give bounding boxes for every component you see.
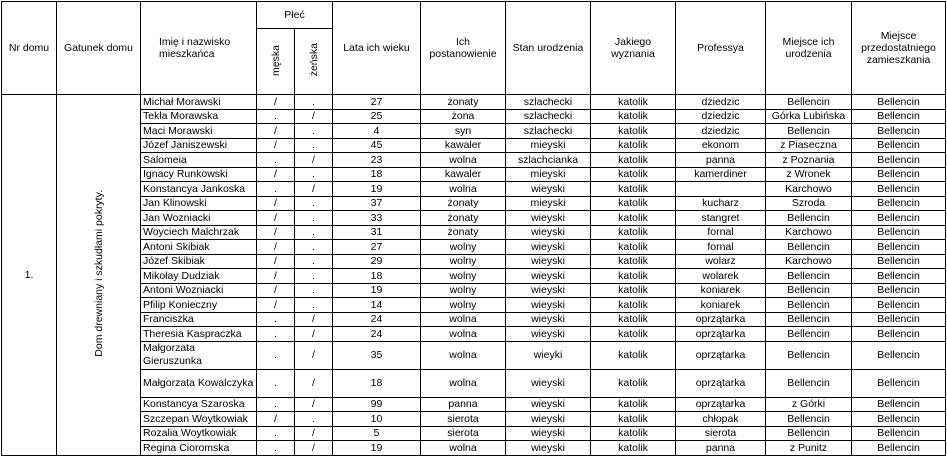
cell-postanowienie: wolny <box>421 269 506 284</box>
cell-zenska: . <box>295 124 333 139</box>
cell-zenska: / <box>295 369 333 397</box>
cell-name: Szczepan Woytkowiak <box>141 412 257 427</box>
cell-meska: / <box>257 254 295 269</box>
cell-wyznanie: katolik <box>591 283 676 298</box>
cell-miejsce-przedostatniego: Bellencin <box>852 298 946 313</box>
table-row <box>2 240 946 255</box>
cell-age: 37 <box>333 196 421 211</box>
cell-miejsce-przedostatniego: Bellencin <box>852 167 946 182</box>
cell-stan: wieyski <box>506 254 591 269</box>
cell-postanowienie: wolna <box>421 441 506 456</box>
cell-postanowienie: żonaty <box>421 95 506 110</box>
cell-name: Antoni Wozniacki <box>141 283 257 298</box>
cell-miejsce-przedostatniego: Bellencin <box>852 225 946 240</box>
table-row <box>2 441 946 456</box>
cell-name: Tekla Morawska <box>141 109 257 124</box>
cell-stan: mieyski <box>506 196 591 211</box>
cell-meska: / <box>257 95 295 110</box>
cell-meska: / <box>257 211 295 226</box>
cell-miejsce-przedostatniego: Bellencin <box>852 182 946 197</box>
cell-zenska: . <box>295 95 333 110</box>
cell-zenska: / <box>295 426 333 441</box>
cell-name: Maci Morawski <box>141 124 257 139</box>
cell-meska: / <box>257 138 295 153</box>
cell-name: Salomeia <box>141 153 257 168</box>
cell-miejsce-przedostatniego: Bellencin <box>852 240 946 255</box>
cell-age: 18 <box>333 269 421 284</box>
cell-stan: szlachecki <box>506 124 591 139</box>
cell-zenska: . <box>295 412 333 427</box>
cell-miejsce-urodzenia: Karchowo <box>766 225 852 240</box>
cell-miejsce-przedostatniego: Bellencin <box>852 138 946 153</box>
cell-zenska: . <box>295 283 333 298</box>
cell-professya: oprzątarka <box>676 397 766 412</box>
cell-postanowienie: wolny <box>421 283 506 298</box>
cell-wyznanie: katolik <box>591 269 676 284</box>
cell-wyznanie: katolik <box>591 341 676 369</box>
header-wyznanie: Jakiego wyznania <box>591 2 676 95</box>
cell-name: Małgorzata Kowalczyka <box>141 369 257 397</box>
header-lata-wieku: Lata ich wieku <box>333 2 421 95</box>
cell-zenska: . <box>295 196 333 211</box>
cell-miejsce-urodzenia: Górka Lubińska <box>766 109 852 124</box>
cell-meska: / <box>257 124 295 139</box>
cell-stan: wieyski <box>506 225 591 240</box>
house-type-cell <box>57 95 141 456</box>
cell-zenska: / <box>295 341 333 369</box>
cell-postanowienie: kawaler <box>421 167 506 182</box>
cell-miejsce-przedostatniego: Bellencin <box>852 124 946 139</box>
cell-wyznanie: katolik <box>591 298 676 313</box>
cell-wyznanie: katolik <box>591 240 676 255</box>
header-zenska-label: żeńska <box>307 43 320 77</box>
cell-meska: / <box>257 283 295 298</box>
cell-stan: wieyski <box>506 269 591 284</box>
cell-stan: wieyski <box>506 283 591 298</box>
cell-meska: / <box>257 269 295 284</box>
table-row <box>2 167 946 182</box>
table-row <box>2 397 946 412</box>
header-nr-domu: Nr domu <box>2 2 57 95</box>
cell-name: Michał Morawski <box>141 95 257 110</box>
cell-miejsce-urodzenia: z Punitz <box>766 441 852 456</box>
cell-age: 18 <box>333 369 421 397</box>
cell-name: Franciszka <box>141 312 257 327</box>
cell-wyznanie: katolik <box>591 109 676 124</box>
table-row <box>2 412 946 427</box>
cell-miejsce-przedostatniego: Bellencin <box>852 341 946 369</box>
cell-stan: szlachecki <box>506 109 591 124</box>
cell-wyznanie: katolik <box>591 426 676 441</box>
cell-meska: . <box>257 182 295 197</box>
cell-professya: wolarz <box>676 254 766 269</box>
header-miejsce-przedostatniego: Miejsce przedostatniego zamieszkania <box>852 2 946 95</box>
cell-meska: / <box>257 240 295 255</box>
cell-miejsce-urodzenia: z Górki <box>766 397 852 412</box>
cell-age: 29 <box>333 254 421 269</box>
cell-stan: wieyski <box>506 369 591 397</box>
cell-professya: koniarek <box>676 298 766 313</box>
cell-stan: wieyski <box>506 441 591 456</box>
cell-professya: kucharz <box>676 196 766 211</box>
cell-age: 18 <box>333 167 421 182</box>
cell-postanowienie: wolny <box>421 298 506 313</box>
cell-professya: koniarek <box>676 283 766 298</box>
cell-professya: dziedzic <box>676 124 766 139</box>
cell-meska: . <box>257 441 295 456</box>
cell-stan: wieyski <box>506 240 591 255</box>
table-row <box>2 182 946 197</box>
cell-meska: / <box>257 412 295 427</box>
cell-miejsce-urodzenia: Bellencin <box>766 341 852 369</box>
cell-age: 19 <box>333 441 421 456</box>
cell-stan: mieyski <box>506 167 591 182</box>
cell-age: 99 <box>333 397 421 412</box>
cell-zenska: / <box>295 182 333 197</box>
cell-wyznanie: katolik <box>591 138 676 153</box>
cell-miejsce-urodzenia: Karchowo <box>766 254 852 269</box>
table-row <box>2 369 946 397</box>
cell-stan: wieyski <box>506 182 591 197</box>
cell-meska: . <box>257 426 295 441</box>
cell-professya: panna <box>676 153 766 168</box>
cell-name: Regina Cioromska <box>141 441 257 456</box>
cell-postanowienie: wolna <box>421 153 506 168</box>
cell-age: 5 <box>333 426 421 441</box>
cell-professya: oprzątarka <box>676 327 766 342</box>
cell-postanowienie: sierota <box>421 412 506 427</box>
cell-miejsce-urodzenia: Szroda <box>766 196 852 211</box>
cell-miejsce-urodzenia: Bellencin <box>766 298 852 313</box>
cell-age: 31 <box>333 225 421 240</box>
table-row <box>2 109 946 124</box>
cell-wyznanie: katolik <box>591 327 676 342</box>
cell-wyznanie: katolik <box>591 153 676 168</box>
cell-professya <box>676 182 766 197</box>
cell-professya: oprzątarka <box>676 341 766 369</box>
cell-stan: wieyski <box>506 327 591 342</box>
cell-postanowienie: wolna <box>421 312 506 327</box>
cell-zenska: . <box>295 298 333 313</box>
cell-postanowienie: wolny <box>421 254 506 269</box>
cell-miejsce-przedostatniego: Bellencin <box>852 397 946 412</box>
table-row <box>2 211 946 226</box>
header-miejsce-urodzenia: Miejsce ich urodzenia <box>766 2 852 95</box>
cell-miejsce-przedostatniego: Bellencin <box>852 269 946 284</box>
cell-name: Jan Wozniacki <box>141 211 257 226</box>
cell-postanowienie: żonaty <box>421 211 506 226</box>
cell-zenska: / <box>295 397 333 412</box>
cell-miejsce-przedostatniego: Bellencin <box>852 312 946 327</box>
cell-postanowienie: syn <box>421 124 506 139</box>
cell-postanowienie: wolny <box>421 240 506 255</box>
cell-professya: kamerdiner <box>676 167 766 182</box>
cell-wyznanie: katolik <box>591 196 676 211</box>
cell-wyznanie: katolik <box>591 441 676 456</box>
cell-postanowienie: wolna <box>421 341 506 369</box>
cell-miejsce-przedostatniego: Bellencin <box>852 153 946 168</box>
cell-wyznanie: katolik <box>591 312 676 327</box>
cell-age: 14 <box>333 298 421 313</box>
cell-name: Józef Janiszewski <box>141 138 257 153</box>
table-row <box>2 341 946 369</box>
cell-postanowienie: sierota <box>421 426 506 441</box>
cell-professya: sierota <box>676 426 766 441</box>
cell-miejsce-urodzenia: Bellencin <box>766 327 852 342</box>
cell-age: 19 <box>333 283 421 298</box>
cell-postanowienie: wolna <box>421 369 506 397</box>
table-row <box>2 298 946 313</box>
cell-zenska: / <box>295 312 333 327</box>
header-zenska <box>295 29 333 95</box>
cell-zenska: / <box>295 327 333 342</box>
cell-miejsce-przedostatniego: Bellencin <box>852 109 946 124</box>
cell-wyznanie: katolik <box>591 211 676 226</box>
cell-miejsce-urodzenia: Bellencin <box>766 269 852 284</box>
cell-zenska: . <box>295 240 333 255</box>
cell-age: 10 <box>333 412 421 427</box>
cell-professya: ekonom <box>676 138 766 153</box>
house-type: Dom drewniany i szkudłami pokryty. <box>92 189 105 357</box>
cell-meska: . <box>257 312 295 327</box>
table-row <box>2 312 946 327</box>
cell-zenska: . <box>295 269 333 284</box>
cell-wyznanie: katolik <box>591 254 676 269</box>
cell-wyznanie: katolik <box>591 225 676 240</box>
cell-stan: wieyski <box>506 298 591 313</box>
cell-meska: . <box>257 109 295 124</box>
cell-meska: . <box>257 327 295 342</box>
table-body <box>2 95 946 456</box>
cell-age: 23 <box>333 153 421 168</box>
cell-wyznanie: katolik <box>591 95 676 110</box>
cell-wyznanie: katolik <box>591 167 676 182</box>
cell-professya: fornal <box>676 225 766 240</box>
cell-zenska: / <box>295 153 333 168</box>
cell-meska: . <box>257 153 295 168</box>
cell-name: Konstancya Jankoska <box>141 182 257 197</box>
cell-name: Jan Klinowski <box>141 196 257 211</box>
table-row <box>2 196 946 211</box>
cell-stan: wieyski <box>506 312 591 327</box>
cell-zenska: / <box>295 441 333 456</box>
cell-meska: / <box>257 167 295 182</box>
cell-miejsce-przedostatniego: Bellencin <box>852 196 946 211</box>
cell-stan: wieyski <box>506 426 591 441</box>
cell-name: Pfilip Konieczny <box>141 298 257 313</box>
cell-wyznanie: katolik <box>591 369 676 397</box>
cell-miejsce-przedostatniego: Bellencin <box>852 369 946 397</box>
cell-professya: fornal <box>676 240 766 255</box>
table-row <box>2 95 946 110</box>
cell-miejsce-urodzenia: Bellencin <box>766 369 852 397</box>
cell-postanowienie: kawaler <box>421 138 506 153</box>
table-row <box>2 327 946 342</box>
cell-miejsce-urodzenia: z Poznania <box>766 153 852 168</box>
cell-miejsce-przedostatniego: Bellencin <box>852 327 946 342</box>
cell-miejsce-przedostatniego: Bellencin <box>852 211 946 226</box>
house-number: 1. <box>2 95 57 456</box>
cell-meska: . <box>257 397 295 412</box>
cell-miejsce-urodzenia: z Piaseczna <box>766 138 852 153</box>
header-stan-urodzenia: Stan urodzenia <box>506 2 591 95</box>
cell-stan: wieyski <box>506 397 591 412</box>
header-professya: Professya <box>676 2 766 95</box>
cell-wyznanie: katolik <box>591 412 676 427</box>
cell-age: 25 <box>333 109 421 124</box>
cell-zenska: . <box>295 254 333 269</box>
cell-miejsce-urodzenia: Bellencin <box>766 95 852 110</box>
cell-postanowienie: panna <box>421 397 506 412</box>
cell-wyznanie: katolik <box>591 124 676 139</box>
table-row <box>2 138 946 153</box>
cell-age: 27 <box>333 95 421 110</box>
cell-postanowienie: żonaty <box>421 225 506 240</box>
cell-miejsce-urodzenia: Bellencin <box>766 412 852 427</box>
table-row <box>2 124 946 139</box>
cell-miejsce-urodzenia: Bellencin <box>766 426 852 441</box>
cell-age: 33 <box>333 211 421 226</box>
cell-name: Mikołay Dudziak <box>141 269 257 284</box>
cell-wyznanie: katolik <box>591 397 676 412</box>
cell-name: Józef Skibiak <box>141 254 257 269</box>
table-row <box>2 153 946 168</box>
cell-miejsce-urodzenia: Bellencin <box>766 124 852 139</box>
cell-age: 35 <box>333 341 421 369</box>
cell-name: Theresia Kaspraczka <box>141 327 257 342</box>
cell-age: 4 <box>333 124 421 139</box>
cell-name: Ignacy Runkowski <box>141 167 257 182</box>
cell-name: Antoni Skibiak <box>141 240 257 255</box>
cell-postanowienie: wolna <box>421 327 506 342</box>
cell-meska: . <box>257 369 295 397</box>
cell-meska: . <box>257 341 295 369</box>
cell-stan: wieyski <box>506 211 591 226</box>
cell-zenska: . <box>295 211 333 226</box>
header-postanowienie: Ich postanowienie <box>421 2 506 95</box>
cell-professya: dziedzic <box>676 109 766 124</box>
cell-postanowienie: żona <box>421 109 506 124</box>
cell-miejsce-urodzenia: Bellencin <box>766 240 852 255</box>
cell-zenska: / <box>295 109 333 124</box>
cell-age: 45 <box>333 138 421 153</box>
cell-professya: dziedzic <box>676 95 766 110</box>
header-plec: Płeć <box>257 2 333 29</box>
cell-professya: oprzątarka <box>676 369 766 397</box>
header-imie-nazwisko: Imię i nazwisko mieszkańca <box>141 2 257 95</box>
header-meska <box>257 29 295 95</box>
table-row <box>2 225 946 240</box>
cell-miejsce-urodzenia: Bellencin <box>766 312 852 327</box>
cell-wyznanie: katolik <box>591 182 676 197</box>
cell-professya: stangret <box>676 211 766 226</box>
cell-professya: chłopak <box>676 412 766 427</box>
header-gatunek-domu: Gatunek domu <box>57 2 141 95</box>
cell-stan: wieyki <box>506 341 591 369</box>
table-row <box>2 254 946 269</box>
table-row <box>2 283 946 298</box>
cell-name: Woyciech Malchrzak <box>141 225 257 240</box>
cell-stan: szlachcianka <box>506 153 591 168</box>
cell-meska: / <box>257 298 295 313</box>
cell-age: 24 <box>333 312 421 327</box>
cell-name: Małgorzata Gieruszunka <box>141 341 257 369</box>
cell-miejsce-przedostatniego: Bellencin <box>852 426 946 441</box>
cell-miejsce-urodzenia: Bellencin <box>766 211 852 226</box>
cell-miejsce-przedostatniego: Bellencin <box>852 441 946 456</box>
cell-age: 27 <box>333 240 421 255</box>
cell-zenska: . <box>295 225 333 240</box>
cell-miejsce-przedostatniego: Bellencin <box>852 254 946 269</box>
header-meska-label: męska <box>269 44 282 76</box>
census-table <box>1 1 946 456</box>
cell-age: 24 <box>333 327 421 342</box>
cell-miejsce-urodzenia: Karchowo <box>766 182 852 197</box>
cell-zenska: . <box>295 167 333 182</box>
cell-miejsce-przedostatniego: Bellencin <box>852 95 946 110</box>
cell-age: 19 <box>333 182 421 197</box>
cell-name: Rozalia Woytkowiak <box>141 426 257 441</box>
cell-zenska: . <box>295 138 333 153</box>
cell-professya: panna <box>676 441 766 456</box>
cell-stan: szlachecki <box>506 95 591 110</box>
cell-miejsce-przedostatniego: Bellencin <box>852 283 946 298</box>
cell-miejsce-przedostatniego: Bellencin <box>852 412 946 427</box>
cell-miejsce-urodzenia: Bellencin <box>766 283 852 298</box>
table-row <box>2 269 946 284</box>
cell-stan: mieyski <box>506 138 591 153</box>
cell-postanowienie: żonaty <box>421 196 506 211</box>
cell-professya: oprzątarka <box>676 312 766 327</box>
table-row <box>2 426 946 441</box>
cell-meska: / <box>257 196 295 211</box>
cell-professya: wolarek <box>676 269 766 284</box>
cell-stan: wieyski <box>506 412 591 427</box>
cell-name: Konstancya Szaroska <box>141 397 257 412</box>
cell-postanowienie: wolna <box>421 182 506 197</box>
cell-miejsce-urodzenia: z Wronek <box>766 167 852 182</box>
cell-meska: / <box>257 225 295 240</box>
